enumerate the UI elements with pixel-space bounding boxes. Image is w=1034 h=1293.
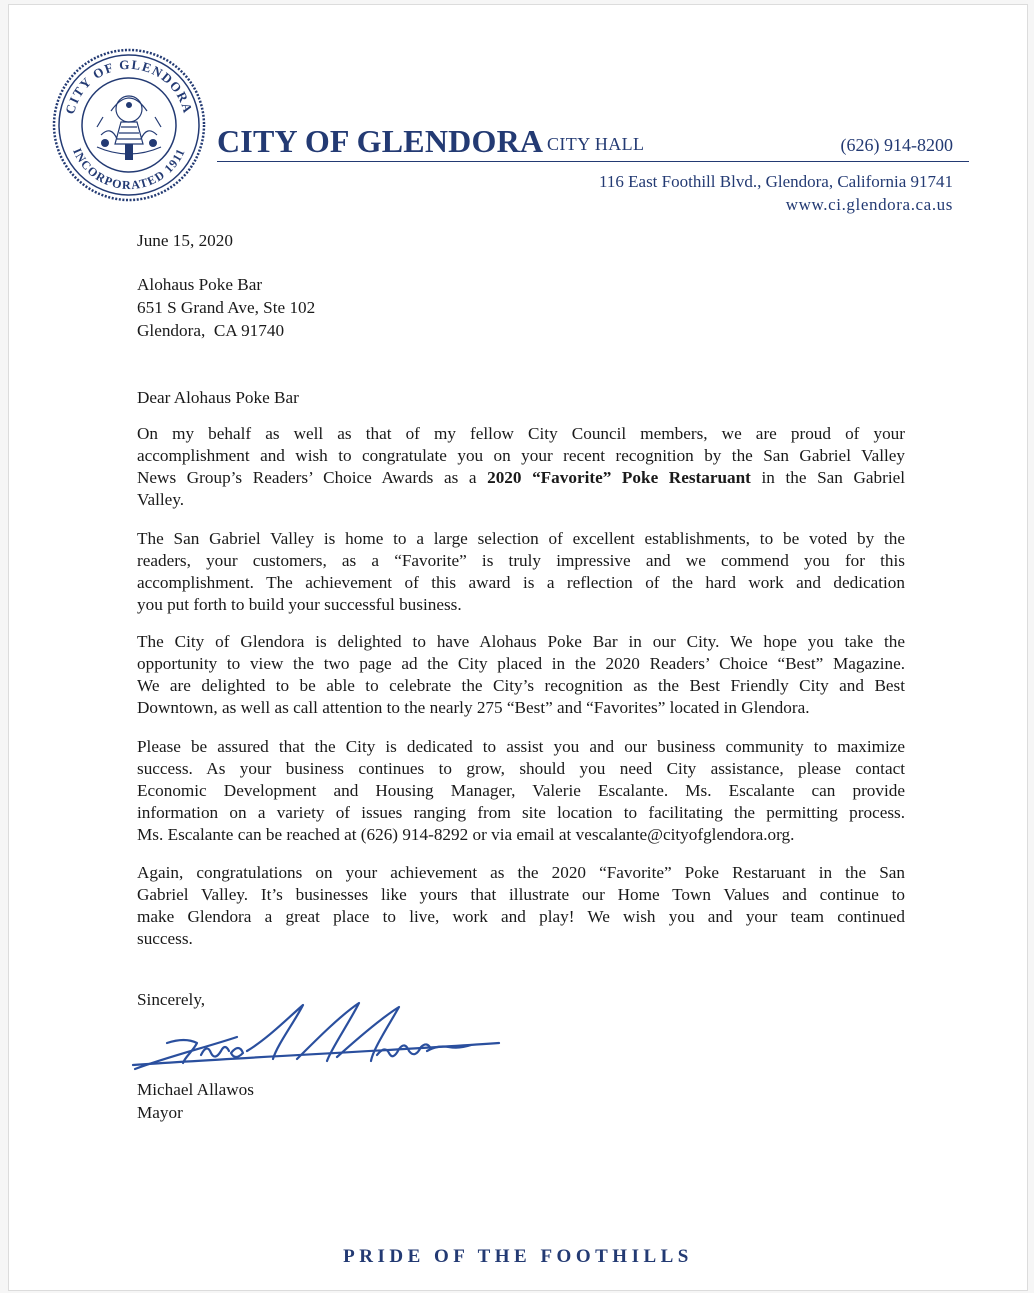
paragraph-line [137, 467, 905, 489]
closing: Sincerely, [137, 990, 206, 1009]
signer-title: Mayor [137, 1103, 183, 1122]
office-address: 116 East Foothill Blvd., Glendora, California 91741 [599, 172, 953, 191]
letter-date: June 15, 2020 [137, 231, 233, 250]
signer-block [137, 1078, 905, 1124]
paragraph-line: Valley. [137, 490, 185, 509]
paragraph-line: make Glendora a great place to live, work and play! We wish you and your team continued [137, 907, 905, 926]
recipient-city: Glendora, CA 91740 [137, 321, 285, 340]
paragraph-line: The City of Glendora is delighted to have Alohaus Poke Bar in our City. We hope you take the [137, 632, 905, 651]
seal-text-bottom: INCORPORATED 1911 [70, 145, 188, 193]
contact-text: Ms. Escalante can be reached at (626) 914-8292 or via email at [137, 825, 576, 844]
seal-text-top: CITY OF GLENDORA [62, 56, 196, 116]
paragraph-line: Please be assured that the City is dedicated to assist you and our business community to maximize [137, 737, 905, 756]
paragraph-line: success. [137, 929, 193, 948]
paragraph-5 [137, 862, 905, 950]
paragraph-line: opportunity to view the two page ad the City placed in the 2020 Readers’ Choice “Best” Magazine. [137, 654, 905, 673]
signer-name: Michael Allawos [137, 1080, 254, 1099]
paragraph-line: Again, congratulations on your achievement as the 2020 “Favorite” Poke Restaruant in the San [137, 863, 905, 882]
letter-page [8, 4, 1028, 1291]
city-seal-icon [51, 47, 207, 203]
paragraph-line: Gabriel Valley. It’s businesses like yours that illustrate our Home Town Values and continue to [137, 885, 905, 904]
paragraph-2 [137, 528, 905, 616]
office-phone: (626) 914-8200 [840, 135, 953, 155]
paragraph-4 [137, 736, 905, 846]
paragraph-line: information on a variety of issues ranging from site location to facilitating the permitting process. [137, 803, 905, 822]
paragraph-line: Economic Development and Housing Manager, Valerie Escalante. Ms. Escalante can provide [137, 781, 905, 800]
office-website: www.ci.glendora.ca.us [785, 195, 953, 214]
paragraph-line: readers, your customers, as a “Favorite” is truly impressive and we commend you for this [137, 551, 905, 570]
paragraph-line: Downtown, as well as call attention to the nearly 275 “Best” and “Favorites” located in Glendora. [137, 698, 810, 717]
paragraph-line: accomplishment. The achievement of this award is a reflection of the hard work and dedication [137, 573, 905, 592]
award-title: 2020 “Favorite” Poke Restaruant [487, 468, 751, 487]
contact-email: vescalante@cityofglendora.org [575, 825, 791, 844]
paragraph-line: you put forth to build your successful business. [137, 595, 462, 614]
contact-tail: . [790, 825, 795, 844]
recipient-street: 651 S Grand Ave, Ste 102 [137, 298, 316, 317]
paragraph-line: success. As your business continues to grow, should you need City assistance, please contact [137, 759, 905, 778]
paragraph-1 [137, 423, 905, 511]
award-tail-text: in the San Gabriel [750, 468, 905, 487]
office-name: CITY HALL [547, 134, 645, 154]
paragraph-3 [137, 631, 905, 719]
award-intro-text: News Group’s Readers’ Choice Awards as a [137, 468, 488, 487]
signature-icon [127, 999, 507, 1075]
paragraph-line: We are delighted to be able to celebrate the City’s recognition as the Best Friendly City and Best [137, 676, 905, 695]
recipient-block [137, 273, 905, 342]
letterhead-divider [217, 161, 969, 162]
salutation: Dear Alohaus Poke Bar [137, 388, 299, 407]
paragraph-line: The San Gabriel Valley is home to a large selection of excellent establishments, to be voted by the [137, 529, 905, 548]
recipient-name: Alohaus Poke Bar [137, 275, 263, 294]
paragraph-line [137, 824, 905, 846]
org-name: CITY OF GLENDORA [217, 123, 544, 159]
paragraph-line: accomplishment and wish to congratulate you on your recent recognition by the San Gabriel Valley [137, 446, 905, 465]
footer-motto: PRIDE OF THE FOOTHILLS [343, 1246, 693, 1267]
paragraph-line: On my behalf as well as that of my fellow City Council members, we are proud of your [137, 424, 905, 443]
